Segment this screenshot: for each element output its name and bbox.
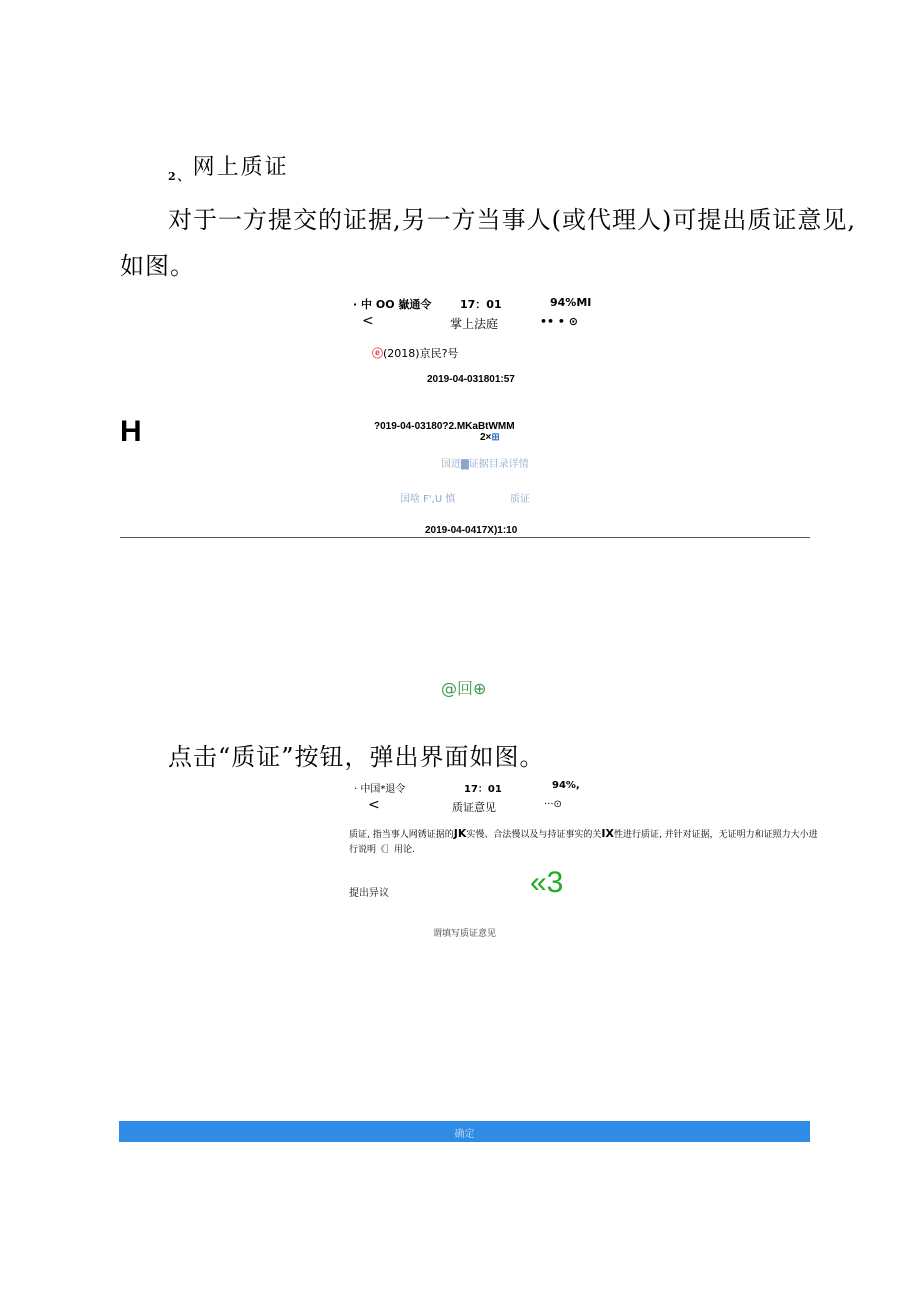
evidence-initial: H <box>120 415 142 448</box>
verify-button[interactable]: 质证 <box>510 494 530 505</box>
opinion-input[interactable]: 谓填写质证意见 <box>433 929 497 939</box>
status-carrier: · 中国*退令 <box>354 784 406 795</box>
section-title: 网上质证 <box>192 155 289 180</box>
status-time: 17：01 <box>464 784 502 795</box>
paragraph-3: 点击“质证”按钮，弹出界面如图。 <box>168 743 545 771</box>
case-number <box>372 345 458 361</box>
verification-date: 2019-04-0417X)1:10 <box>425 525 518 536</box>
status-battery: 94%, <box>552 780 580 791</box>
more-menu-icon[interactable]: •• • ⊙ <box>540 315 578 328</box>
raise-objection-label: 提出异议 <box>349 888 389 899</box>
paragraph-2: 如图。 <box>120 252 195 280</box>
page-count-text: 2× <box>480 432 492 443</box>
page-count <box>480 432 500 443</box>
evidence-date: ?019-04-03180?2.MKaBtWMM <box>374 421 515 432</box>
back-chevron-icon[interactable]: < <box>362 313 374 329</box>
evidence-catalog-link[interactable]: 国迸▇证据目录详情 <box>441 459 529 470</box>
toolbar-icons[interactable]: @回⊕ <box>441 679 487 698</box>
paragraph-1: 对于一方提交的证据,另一方当事人(或代理人)可提出质证意见, <box>168 206 856 234</box>
section-heading <box>168 150 289 184</box>
desc-part: 性进行质证, 并针对证据，无证明力和证照力大小进行说明《］用论. <box>349 830 818 855</box>
divider <box>120 537 810 538</box>
desc-part: JK <box>453 827 467 840</box>
nav-title: 质证意见 <box>452 801 496 814</box>
case-number-text: (2018)京民?号 <box>383 347 459 360</box>
desc-part: 实慢、合法慢以及与持证事实的关 <box>466 830 602 840</box>
nav-title: 掌上法庭 <box>450 317 499 331</box>
status-carrier: · 中 OO 嶽通令 <box>353 298 432 311</box>
back-chevron-icon[interactable]: < <box>368 797 380 813</box>
confirm-button[interactable]: 确定 <box>119 1121 810 1142</box>
status-time: 17：01 <box>460 298 502 311</box>
grid-icon[interactable]: ⊞ <box>491 432 500 443</box>
section-number: 2、 <box>168 170 191 183</box>
desc-part: IX <box>601 827 614 840</box>
view-evidence-link[interactable]: 国啥 F',U 慎 <box>400 494 456 505</box>
status-battery: 94%MI <box>550 296 592 309</box>
verification-description <box>349 826 819 858</box>
submission-date: 2019-04-031801:57 <box>427 374 515 385</box>
desc-part: 质证, 指当事人网锈证据的 <box>349 830 454 840</box>
more-menu-icon[interactable]: ···⊙ <box>544 799 562 810</box>
objection-toggle[interactable]: «3 <box>530 866 564 899</box>
case-badge-icon: ⓔ <box>372 347 383 360</box>
